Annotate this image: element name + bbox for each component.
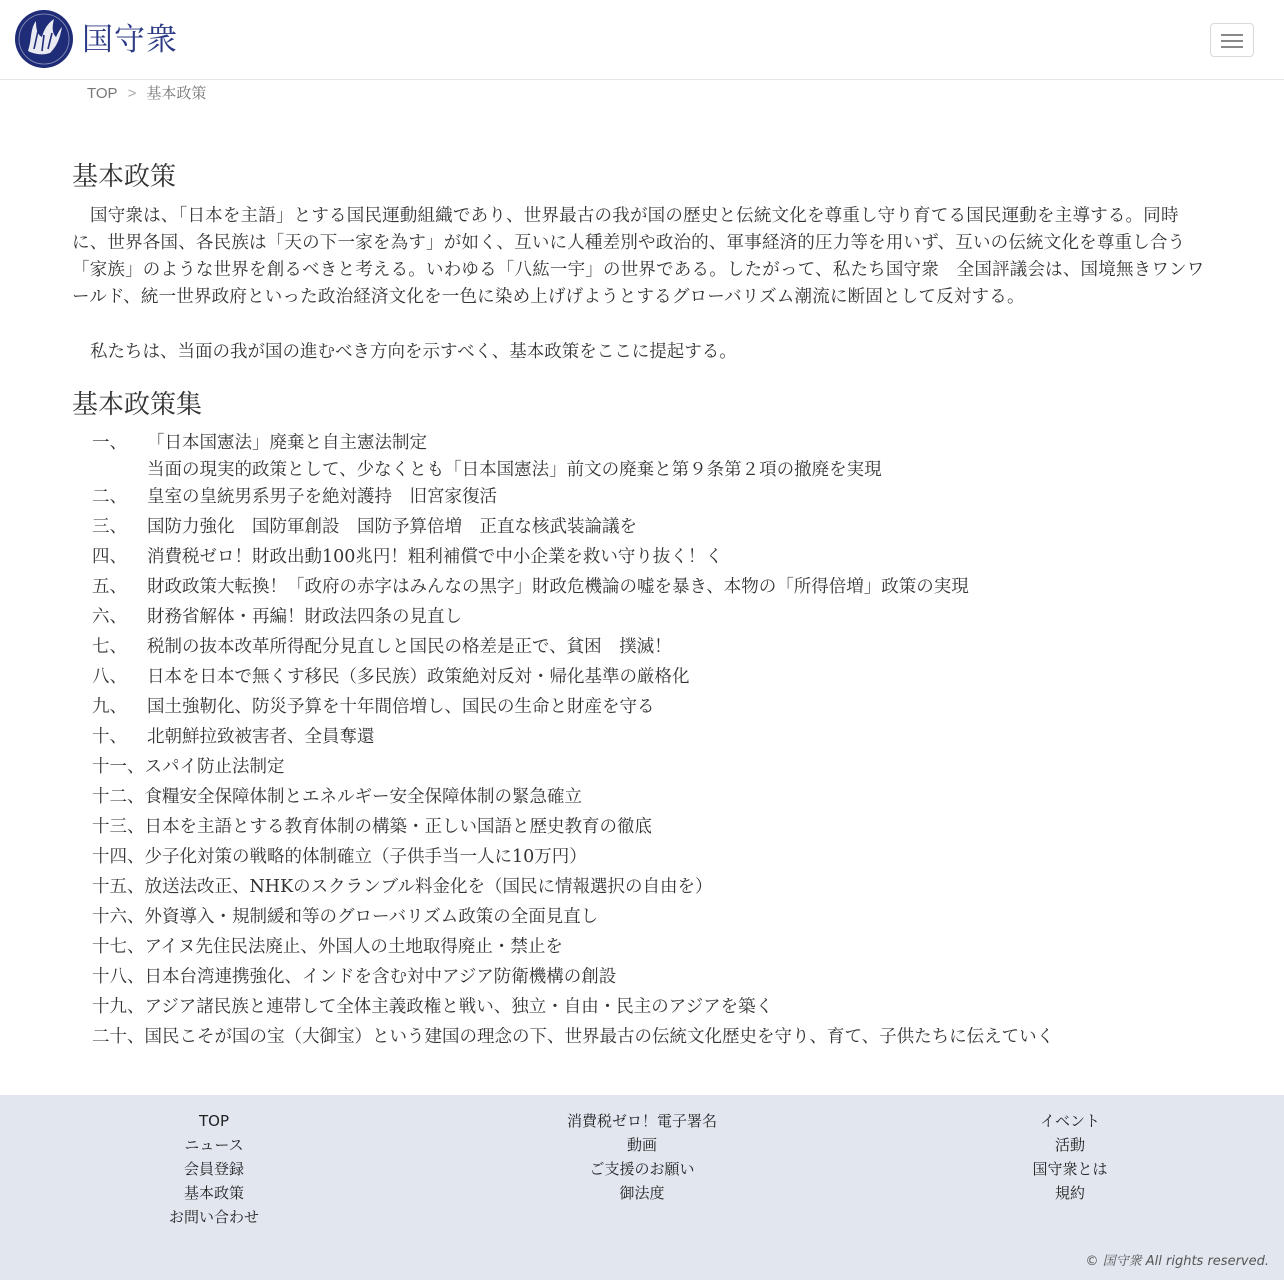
policy-number: 六、 [92,607,127,627]
policy-item [92,754,285,781]
policy-item [92,844,587,871]
footer-column-1 [0,1109,428,1229]
policy-text: 皇室の皇統男系男子を絶対護持 旧宮家復活 [147,487,497,507]
policy-item [92,904,598,931]
policy-text: 財務省解体・再編！財政法四条の見直し [147,607,462,627]
eagle-emblem-icon[interactable] [14,9,74,69]
policy-item [92,544,723,571]
policy-number: 十八、 [92,967,145,987]
policy-text: 国土強靭化、防災予算を十年間倍増し、国民の生命と財産を守る [147,697,655,717]
policy-number: 十四、 [92,847,145,867]
copyright-text: © 国守衆 All rights reserved. [1085,1254,1269,1269]
footer-link[interactable]: 国守衆とは [1032,1160,1108,1178]
policy-text: 「日本国憲法」廃棄と自主憲法制定 [147,433,427,453]
policy-item [92,1024,1054,1051]
policy-item [92,814,652,841]
policy-item [92,874,712,901]
intro-paragraph-2: 私たちは、当面の我が国の進むべき方向を示すべく、基本政策をここに提起する。 [90,342,737,362]
policy-text: 国民こそが国の宝（大御宝）という建国の理念の下、世界最古の伝統文化歴史を守り、育て、子供たちに伝えていく [144,1027,1055,1047]
policy-text: 消費税ゼロ！財政出動100兆円！粗利補償で中小企業を救い守り抜く！く [147,547,723,567]
footer-link[interactable]: 基本政策 [183,1184,244,1202]
policy-text: 日本を日本で無くす移民（多民族）政策絶対反対・帰化基準の厳格化 [147,667,690,687]
footer-link[interactable]: お問い合わせ [168,1208,259,1226]
policy-item [92,484,497,511]
policy-item [92,574,969,601]
breadcrumb-home-link[interactable]: TOP [87,85,118,102]
policy-text: 税制の抜本改革所得配分見直しと国民の格差是正で、貧困 撲滅！ [147,637,672,657]
policy-number: 十五、 [92,877,145,897]
breadcrumb-current: 基本政策 [146,85,207,102]
policy-item [92,634,672,661]
policy-text: 外資導入・規制緩和等のグローバリズム政策の全面見直し [144,907,599,927]
policy-number: 十六、 [92,907,145,927]
policy-item [92,604,462,631]
policy-number: 二、 [92,487,127,507]
policy-number: 三、 [92,517,127,537]
policy-text: 放送法改正、NHKのスクランブル料金化を（国民に情報選択の自由を） [144,877,713,897]
breadcrumb-separator: > [127,85,137,102]
brand-name[interactable]: 国守衆 [82,22,178,58]
policy-number: 十一、 [92,757,145,777]
policy-text: 日本台湾連携強化、インドを含む対中アジア防衛機構の創設 [144,967,617,987]
policy-number: 十三、 [92,817,145,837]
policy-text: 日本を主語とする教育体制の構築・正しい国語と歴史教育の徹底 [144,817,652,837]
site-footer [0,1095,1284,1280]
footer-link[interactable]: 活動 [1054,1136,1085,1154]
footer-column-3 [856,1109,1284,1205]
footer-link[interactable]: ご支援のお願い [589,1160,695,1178]
breadcrumb [87,84,206,104]
policy-number: 十九、 [92,997,145,1017]
policy-text: アイヌ先住民法廃止、外国人の土地取得廃止・禁止を [144,937,563,957]
policy-item [92,934,563,961]
footer-column-2 [428,1109,856,1205]
hamburger-menu-icon[interactable] [1210,23,1254,57]
section-title: 基本政策集 [72,390,203,420]
policy-number: 七、 [92,637,127,657]
policy-item [92,994,773,1021]
policy-item [92,514,637,541]
footer-link[interactable]: ニュース [184,1136,244,1154]
footer-link[interactable]: 会員登録 [183,1160,244,1178]
footer-link[interactable]: 御法度 [619,1184,665,1202]
policy-item [92,724,375,751]
policy-number: 五、 [92,577,127,597]
policy-number: 十、 [92,727,127,747]
policy-item [92,664,690,691]
footer-link[interactable]: 規約 [1054,1184,1085,1202]
policy-text: アジア諸民族と連帯して全体主義政権と戦い、独立・自由・民主のアジアを築く [144,997,774,1017]
policy-number: 二十、 [92,1027,145,1047]
policy-item [92,964,616,991]
site-header [0,0,1284,80]
policy-text: 北朝鮮拉致被害者、全員奪還 [147,727,375,747]
page-title: 基本政策 [72,162,177,192]
policy-text: 国防力強化 国防軍創設 国防予算倍増 正直な核武装論議を [147,517,637,537]
intro-paragraph: 国守衆は、「日本を主語」とする国民運動組織であり、世界最古の我が国の歴史と伝統文化を尊重し守り育てる国民運動を主導する。同時に、世界各国、各民族は「天の下一家を為す」が如く、互いに人種差別や政治的、軍事経済的圧力等を用いず、互いの伝統文化を尊重し合う「家族」のような世界を創るべきと考える。いわゆる「八紘一宇」の世界である。したがって、私たち国守衆 全国評議会は、国境無きワンワールド、統一世界政府といった政治経済文化を一色に染め上げげようとするグローバリズム潮流に断固として反対する。 [72,206,1205,307]
policy-text: 財政政策大転換！「政府の赤字はみんなの黒字」財政危機論の嘘を暴き、本物の「所得倍増」政策の実現 [147,577,969,597]
footer-link[interactable]: 消費税ゼロ！電子署名 [566,1112,717,1130]
footer-link[interactable]: イベント [1039,1112,1100,1130]
policy-item [92,430,427,457]
policy-text: スパイ防止法制定 [144,757,285,777]
policy-number: 四、 [92,547,127,567]
policy-item [92,784,582,811]
footer-link[interactable]: TOP [198,1112,229,1130]
policy-number: 十七、 [92,937,145,957]
policy-subtext: 当面の現実的政策として、少なくとも「日本国憲法」前文の廃棄と第９条第２項の撤廃を実現 [147,460,882,480]
policy-number: 十二、 [92,787,145,807]
footer-link[interactable]: 動画 [626,1136,657,1154]
policy-number: 九、 [92,697,127,717]
policy-number: 八、 [92,667,127,687]
policy-text: 少子化対策の戦略的体制確立（子供手当一人に10万円） [144,847,587,867]
policy-number: 一、 [92,433,127,453]
policy-text: 食糧安全保障体制とエネルギー安全保障体制の緊急確立 [144,787,582,807]
policy-item [92,694,655,721]
